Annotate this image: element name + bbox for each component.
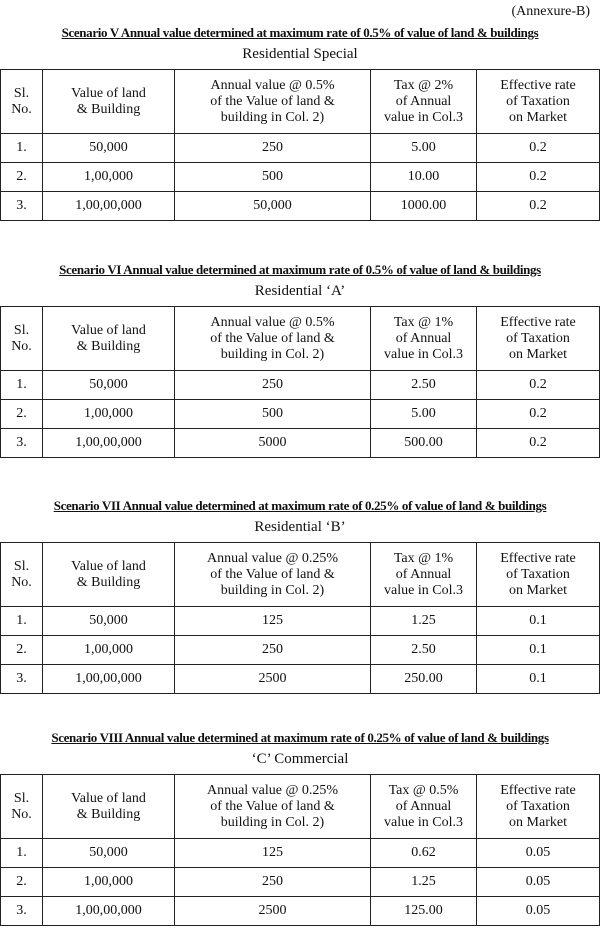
cell-value: 1,00,000 [43,636,175,665]
tax-table [0,306,600,458]
table-row [1,607,600,636]
col-header-tax: Tax @ 1% of Annual value in Col.3 [371,543,477,607]
cell-sl-no: 3. [1,897,43,926]
cell-value: 1,00,00,000 [43,665,175,694]
cell-value: 1,00,000 [43,163,175,192]
cell-sl-no: 2. [1,636,43,665]
table-header-row [1,543,600,607]
col-header-effective-rate: Effective rate of Taxation on Market [477,307,600,371]
cell-tax: 2.50 [371,371,477,400]
col-header-tax: Tax @ 2% of Annual value in Col.3 [371,70,477,134]
cell-value: 1,00,00,000 [43,897,175,926]
cell-value: 1,00,00,000 [43,429,175,458]
table-row [1,400,600,429]
scenario-section [0,498,600,694]
scenario-section [0,730,600,926]
col-header-value: Value of land & Building [43,307,175,371]
table-row [1,192,600,221]
cell-annual-value: 125 [175,607,371,636]
table-row [1,839,600,868]
section-subtitle: Residential Special [242,46,358,62]
cell-sl-no: 3. [1,429,43,458]
col-header-value: Value of land & Building [43,775,175,839]
cell-value: 50,000 [43,371,175,400]
cell-annual-value: 50,000 [175,192,371,221]
section-heading: Scenario VI Annual value determined at maximum rate of 0.5% of value of land & buildings [59,262,541,277]
tax-table [0,69,600,221]
cell-effective-rate: 0.1 [477,607,600,636]
cell-annual-value: 125 [175,839,371,868]
cell-effective-rate: 0.2 [477,429,600,458]
cell-annual-value: 250 [175,134,371,163]
cell-tax: 1000.00 [371,192,477,221]
table-row [1,163,600,192]
col-header-value: Value of land & Building [43,543,175,607]
cell-annual-value: 2500 [175,897,371,926]
section-heading: Scenario VII Annual value determined at maximum rate of 0.25% of value of land & buildings [53,498,547,513]
table-row [1,665,600,694]
cell-annual-value: 500 [175,400,371,429]
cell-value: 1,00,000 [43,868,175,897]
col-header-tax: Tax @ 0.5% of Annual value in Col.3 [371,775,477,839]
cell-tax: 250.00 [371,665,477,694]
table-row [1,897,600,926]
cell-annual-value: 250 [175,371,371,400]
cell-annual-value: 2500 [175,665,371,694]
table-header-row [1,775,600,839]
cell-annual-value: 250 [175,868,371,897]
cell-sl-no: 2. [1,868,43,897]
table-row [1,371,600,400]
table-row [1,636,600,665]
cell-effective-rate: 0.05 [477,868,600,897]
cell-sl-no: 2. [1,400,43,429]
cell-value: 1,00,000 [43,400,175,429]
cell-tax: 500.00 [371,429,477,458]
cell-sl-no: 1. [1,839,43,868]
section-subtitle: ‘C’ Commercial [251,751,349,767]
annexure-label: (Annexure-B) [511,4,590,19]
cell-annual-value: 5000 [175,429,371,458]
section-heading: Scenario V Annual value determined at maximum rate of 0.5% of value of land & buildings [61,25,539,40]
table-header-row [1,70,600,134]
table-row [1,134,600,163]
section-subtitle: Residential ‘A’ [254,283,346,299]
col-header-sl-no: Sl. No. [1,775,43,839]
cell-sl-no: 1. [1,607,43,636]
cell-effective-rate: 0.2 [477,371,600,400]
cell-annual-value: 500 [175,163,371,192]
cell-effective-rate: 0.2 [477,134,600,163]
col-header-value: Value of land & Building [43,70,175,134]
cell-tax: 0.62 [371,839,477,868]
cell-effective-rate: 0.2 [477,163,600,192]
cell-sl-no: 2. [1,163,43,192]
col-header-effective-rate: Effective rate of Taxation on Market [477,543,600,607]
tax-table [0,774,600,926]
col-header-annual-value: Annual value @ 0.5% of the Value of land & building in Col. 2) [175,70,371,134]
cell-effective-rate: 0.05 [477,839,600,868]
col-header-annual-value: Annual value @ 0.25% of the Value of land & building in Col. 2) [175,775,371,839]
cell-tax: 1.25 [371,607,477,636]
col-header-sl-no: Sl. No. [1,70,43,134]
cell-annual-value: 250 [175,636,371,665]
cell-value: 50,000 [43,607,175,636]
table-row [1,868,600,897]
table-header-row [1,307,600,371]
cell-tax: 125.00 [371,897,477,926]
cell-sl-no: 1. [1,371,43,400]
col-header-annual-value: Annual value @ 0.5% of the Value of land & building in Col. 2) [175,307,371,371]
scenario-section [0,262,600,458]
cell-tax: 5.00 [371,400,477,429]
cell-sl-no: 1. [1,134,43,163]
cell-effective-rate: 0.1 [477,665,600,694]
col-header-sl-no: Sl. No. [1,307,43,371]
col-header-effective-rate: Effective rate of Taxation on Market [477,70,600,134]
cell-effective-rate: 0.2 [477,192,600,221]
cell-tax: 10.00 [371,163,477,192]
cell-tax: 1.25 [371,868,477,897]
tax-table [0,542,600,694]
col-header-effective-rate: Effective rate of Taxation on Market [477,775,600,839]
cell-sl-no: 3. [1,665,43,694]
cell-sl-no: 3. [1,192,43,221]
table-row [1,429,600,458]
cell-tax: 5.00 [371,134,477,163]
cell-tax: 2.50 [371,636,477,665]
cell-effective-rate: 0.2 [477,400,600,429]
scenario-section [0,25,600,221]
section-subtitle: Residential ‘B’ [254,519,346,535]
cell-value: 1,00,00,000 [43,192,175,221]
section-heading: Scenario VIII Annual value determined at maximum rate of 0.25% of value of land & buildings [51,730,549,745]
cell-value: 50,000 [43,839,175,868]
col-header-tax: Tax @ 1% of Annual value in Col.3 [371,307,477,371]
col-header-annual-value: Annual value @ 0.25% of the Value of land & building in Col. 2) [175,543,371,607]
cell-effective-rate: 0.05 [477,897,600,926]
cell-value: 50,000 [43,134,175,163]
cell-effective-rate: 0.1 [477,636,600,665]
col-header-sl-no: Sl. No. [1,543,43,607]
